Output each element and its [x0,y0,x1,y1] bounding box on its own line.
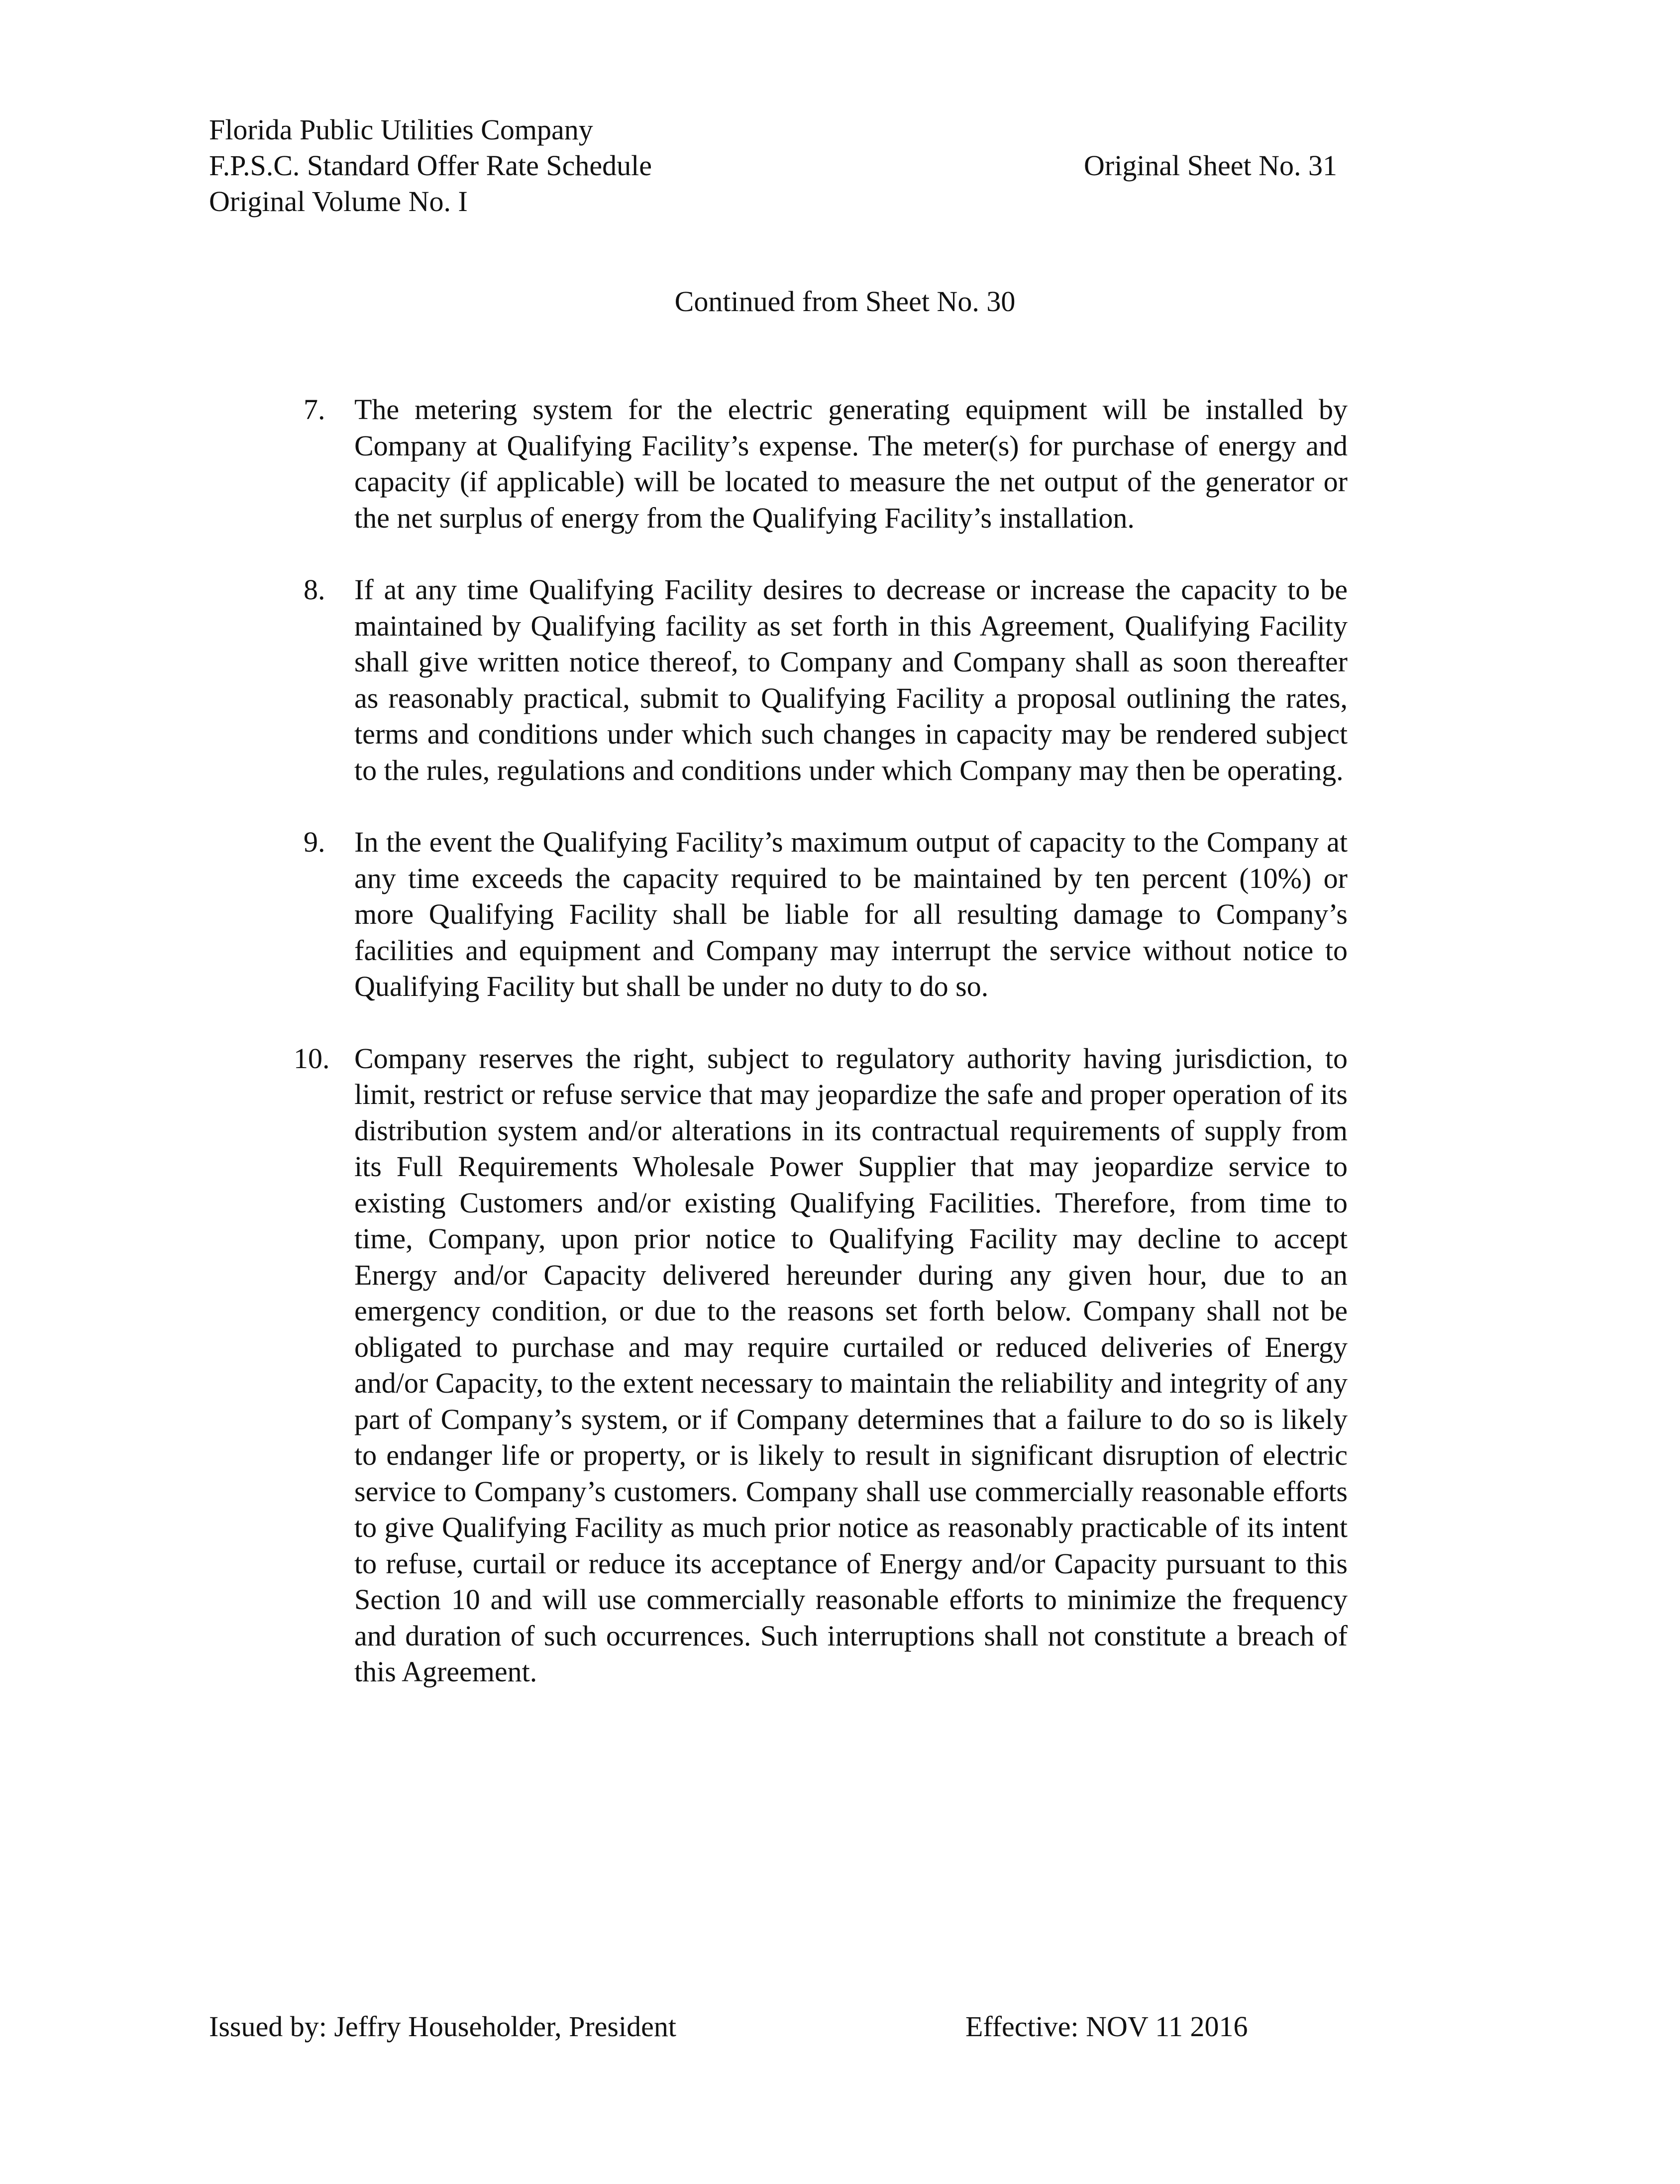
item-number: 10. [294,1042,330,1075]
issued-by: Issued by: Jeffry Householder, President [209,2010,676,2043]
sheet-number: Original Sheet No. 31 [1084,149,1338,182]
list-item [294,824,1348,1005]
rate-schedule-name: F.P.S.C. Standard Offer Rate Schedule [209,149,652,182]
list-item [294,572,1348,788]
item-number: 8. [304,573,325,606]
item-text: Company reserves the right, subject to regulatory authority having jurisdiction, to limit, restrict or refuse service that may jeopardize the safe and proper operation of its distribution system and/or alterations in its contractual requirements of supply from its Full Requirements Wholesale Power Supplier that may jeopardize service to existing Customers and/or existing Qualifying Facilities. Therefore, from time to time, Company, upon prior notice to Qualifying Facility may decline to accept Energy and/or Capacity delivered hereunder during any given hour, due to an emergency condition, or due to the reasons set forth below. Company shall not be obligated to purchase and may require curtailed or reduced deliveries of Energy and/or Capacity, to the extent necessary to maintain the reliability and integrity of any part of Company’s system, or if Company determines that a failure to do so is likely to endanger life or property, or is likely to result in significant disruption of electric service to Company’s customers. Company shall use commercially reasonable efforts to give Qualifying Facility as much prior notice as reasonably practicable of its intent to refuse, curtail or reduce its acceptance of Energy and/or Capacity pursuant to this Section 10 and will use commercially reasonable efforts to minimize the frequency and duration of such occurrences. Such interruptions shall not constitute a breach of this Agreement. [354,1042,1348,1688]
header-block [209,112,652,219]
item-text: The metering system for the electric generating equipment will be installed by Company at Qualifying Facility’s expense. The meter(s) for purchase of energy and capacity (if applicable) will be located to measure the net output of the generator or the net surplus of energy from the Qualifying Facility’s installation. [354,393,1348,534]
effective-date: Effective: NOV 11 2016 [965,2010,1248,2043]
item-number: 9. [304,826,325,858]
item-text: If at any time Qualifying Facility desires to decrease or increase the capacity to be maintained by Qualifying facility as set forth in this Agreement, Qualifying Facility shall give written notice thereof, to Company and Company shall as soon thereafter as reasonably practical, submit to Qualifying Facility a proposal outlining the rates, terms and conditions under which such changes in capacity may be rendered subject to the rules, regulations and conditions under which Company may then be operating. [354,573,1348,786]
volume-number: Original Volume No. I [209,185,468,218]
continued-from-note: Continued from Sheet No. 30 [674,285,1016,318]
item-number: 7. [304,393,325,426]
list-item [294,392,1348,536]
list-item [294,1041,1348,1690]
numbered-provisions [294,392,1348,1690]
item-text: In the event the Qualifying Facility’s maximum output of capacity to the Company at any time exceeds the capacity required to be maintained by ten percent (10%) or more Qualifying Facility shall be liable for all resulting damage to Company’s facilities and equipment and Company may interrupt the service without notice to Qualifying Facility but shall be under no duty to do so. [354,826,1348,1002]
company-name: Florida Public Utilities Company [209,113,593,146]
